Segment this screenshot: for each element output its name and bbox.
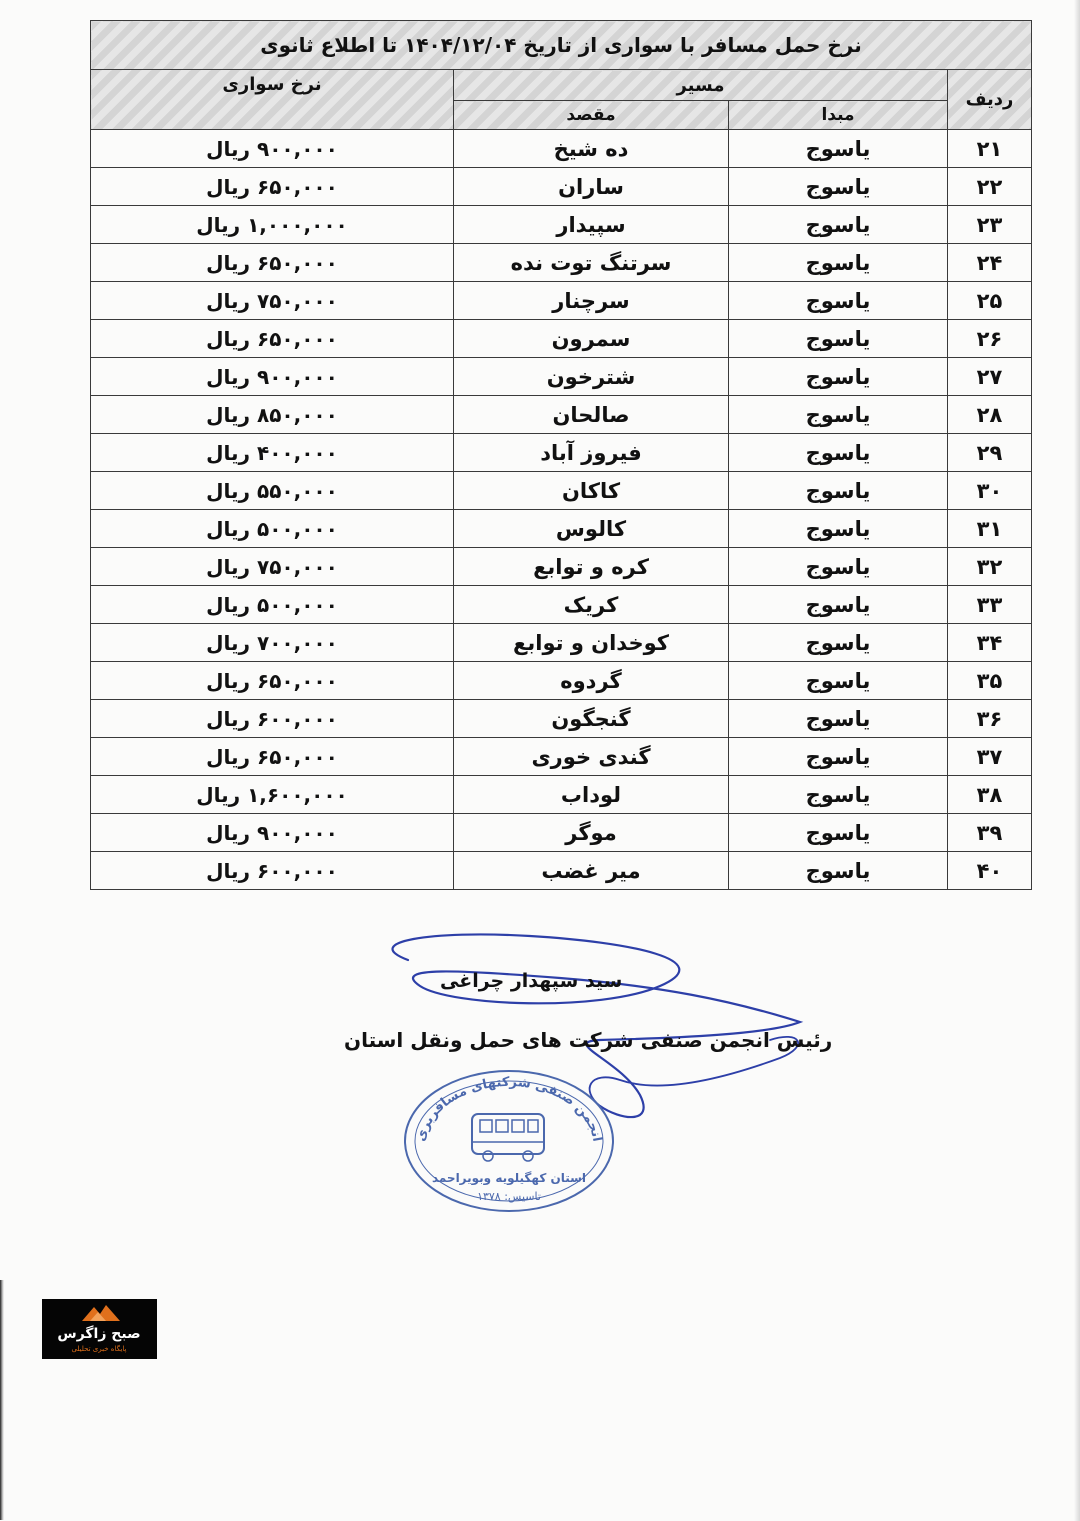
cell-fare: ۸۵۰,۰۰۰ ریال <box>91 396 454 434</box>
cell-origin: یاسوج <box>729 206 948 244</box>
cell-destination: میر غضب <box>454 852 729 890</box>
cell-row-number: ۳۹ <box>948 814 1032 852</box>
cell-destination: صالحان <box>454 396 729 434</box>
cell-row-number: ۲۵ <box>948 282 1032 320</box>
cell-fare: ۶۵۰,۰۰۰ ریال <box>91 662 454 700</box>
cell-destination: سمرون <box>454 320 729 358</box>
cell-fare: ۱,۶۰۰,۰۰۰ ریال <box>91 776 454 814</box>
cell-row-number: ۳۸ <box>948 776 1032 814</box>
table-title: نرخ حمل مسافر با سواری از تاریخ ۱۴۰۴/۱۲/۰۴ تا اطلاع ثانوی <box>91 21 1032 70</box>
cell-origin: یاسوج <box>729 434 948 472</box>
cell-fare: ۶۵۰,۰۰۰ ریال <box>91 320 454 358</box>
cell-origin: یاسوج <box>729 244 948 282</box>
cell-destination: گردوه <box>454 662 729 700</box>
table-row <box>91 624 1032 662</box>
cell-origin: یاسوج <box>729 320 948 358</box>
table-row <box>91 586 1032 624</box>
table-row <box>91 662 1032 700</box>
cell-origin: یاسوج <box>729 282 948 320</box>
cell-row-number: ۲۳ <box>948 206 1032 244</box>
cell-fare: ۵۵۰,۰۰۰ ریال <box>91 472 454 510</box>
site-logo <box>42 1299 157 1359</box>
table-row <box>91 548 1032 586</box>
cell-row-number: ۴۰ <box>948 852 1032 890</box>
cell-origin: یاسوج <box>729 548 948 586</box>
table-row <box>91 434 1032 472</box>
stamp-founded: تاسیس: ۱۳۷۸ <box>477 1190 541 1203</box>
cell-origin: یاسوج <box>729 624 948 662</box>
cell-destination: سرتنگ توت نده <box>454 244 729 282</box>
cell-destination: کوخدان و توابع <box>454 624 729 662</box>
cell-fare: ۶۵۰,۰۰۰ ریال <box>91 738 454 776</box>
cell-row-number: ۳۳ <box>948 586 1032 624</box>
table-row <box>91 358 1032 396</box>
header-route: مسیر <box>454 70 948 101</box>
cell-origin: یاسوج <box>729 358 948 396</box>
table-row <box>91 130 1032 168</box>
cell-fare: ۱,۰۰۰,۰۰۰ ریال <box>91 206 454 244</box>
cell-row-number: ۳۴ <box>948 624 1032 662</box>
table-row <box>91 738 1032 776</box>
cell-fare: ۵۰۰,۰۰۰ ریال <box>91 510 454 548</box>
table-row <box>91 472 1032 510</box>
cell-origin: یاسوج <box>729 700 948 738</box>
cell-destination: شترخون <box>454 358 729 396</box>
fare-table <box>90 20 1032 890</box>
cell-row-number: ۲۸ <box>948 396 1032 434</box>
cell-origin: یاسوج <box>729 852 948 890</box>
cell-destination: سرچنار <box>454 282 729 320</box>
bus-icon <box>472 1114 544 1161</box>
table-row <box>91 852 1032 890</box>
header-origin: مبدا <box>729 101 948 130</box>
cell-row-number: ۲۱ <box>948 130 1032 168</box>
scan-edge-shadow <box>0 1280 4 1520</box>
cell-origin: یاسوج <box>729 738 948 776</box>
cell-origin: یاسوج <box>729 510 948 548</box>
stamp-text-bottom: استان کهگیلویه وبویراحمد <box>431 1171 587 1185</box>
cell-fare: ۷۵۰,۰۰۰ ریال <box>91 282 454 320</box>
table-row <box>91 282 1032 320</box>
cell-destination: موگر <box>454 814 729 852</box>
cell-destination: گندی خوری <box>454 738 729 776</box>
table-row <box>91 396 1032 434</box>
cell-destination: کالوس <box>454 510 729 548</box>
cell-destination: لوداب <box>454 776 729 814</box>
cell-destination: فیروز آباد <box>454 434 729 472</box>
cell-destination: کره و توابع <box>454 548 729 586</box>
svg-text:انجمن صنفی شرکتهای مسافربری <box>413 1075 604 1143</box>
cell-destination: کریک <box>454 586 729 624</box>
table-row <box>91 814 1032 852</box>
cell-origin: یاسوج <box>729 168 948 206</box>
table-row <box>91 244 1032 282</box>
cell-fare: ۹۰۰,۰۰۰ ریال <box>91 358 454 396</box>
cell-origin: یاسوج <box>729 396 948 434</box>
cell-fare: ۶۰۰,۰۰۰ ریال <box>91 700 454 738</box>
cell-row-number: ۳۲ <box>948 548 1032 586</box>
cell-row-number: ۳۶ <box>948 700 1032 738</box>
table-row <box>91 700 1032 738</box>
cell-fare: ۶۵۰,۰۰۰ ریال <box>91 244 454 282</box>
cell-fare: ۶۵۰,۰۰۰ ریال <box>91 168 454 206</box>
official-stamp <box>402 1068 616 1214</box>
cell-fare: ۷۰۰,۰۰۰ ریال <box>91 624 454 662</box>
table-row <box>91 168 1032 206</box>
cell-destination: کاکان <box>454 472 729 510</box>
cell-fare: ۶۰۰,۰۰۰ ریال <box>91 852 454 890</box>
cell-destination: ده شیخ <box>454 130 729 168</box>
cell-row-number: ۲۲ <box>948 168 1032 206</box>
header-destination: مقصد <box>454 101 729 130</box>
logo-text: صبح زاگرس <box>57 1326 141 1342</box>
header-row-number: ردیف <box>948 70 1032 130</box>
cell-destination: سپیدار <box>454 206 729 244</box>
cell-origin: یاسوج <box>729 662 948 700</box>
cell-destination: گنجگون <box>454 700 729 738</box>
cell-row-number: ۲۹ <box>948 434 1032 472</box>
cell-fare: ۵۰۰,۰۰۰ ریال <box>91 586 454 624</box>
cell-fare: ۷۵۰,۰۰۰ ریال <box>91 548 454 586</box>
cell-destination: ساران <box>454 168 729 206</box>
header-fare: نرخ سواری <box>91 70 454 130</box>
cell-origin: یاسوج <box>729 586 948 624</box>
cell-row-number: ۳۱ <box>948 510 1032 548</box>
cell-fare: ۹۰۰,۰۰۰ ریال <box>91 130 454 168</box>
cell-row-number: ۲۴ <box>948 244 1032 282</box>
cell-fare: ۹۰۰,۰۰۰ ریال <box>91 814 454 852</box>
cell-row-number: ۲۷ <box>948 358 1032 396</box>
cell-row-number: ۳۵ <box>948 662 1032 700</box>
stamp-text-top: انجمن صنفی شرکتهای مسافربری <box>413 1074 605 1143</box>
logo-tagline: پایگاه خبری تحلیلی <box>71 1345 127 1353</box>
scan-edge-shadow-right <box>1074 0 1080 1521</box>
cell-origin: یاسوج <box>729 814 948 852</box>
signatory-name: سید سپهدار چراغی <box>440 970 623 992</box>
cell-row-number: ۲۶ <box>948 320 1032 358</box>
signatory-title: رئیس انجمن صنفی شرکت های حمل ونقل استان <box>344 1028 833 1052</box>
cell-row-number: ۳۰ <box>948 472 1032 510</box>
cell-origin: یاسوج <box>729 776 948 814</box>
table-row <box>91 320 1032 358</box>
table-row <box>91 776 1032 814</box>
cell-origin: یاسوج <box>729 472 948 510</box>
table-row <box>91 510 1032 548</box>
cell-fare: ۴۰۰,۰۰۰ ریال <box>91 434 454 472</box>
cell-row-number: ۳۷ <box>948 738 1032 776</box>
table-row <box>91 206 1032 244</box>
cell-origin: یاسوج <box>729 130 948 168</box>
